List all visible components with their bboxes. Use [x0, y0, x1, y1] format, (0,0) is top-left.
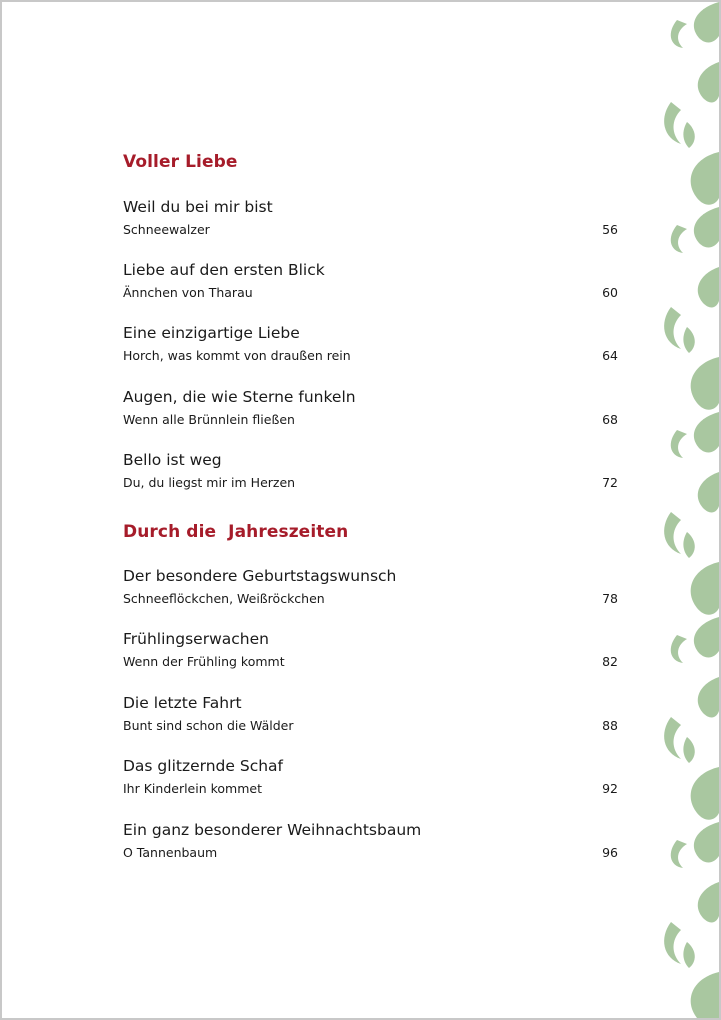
toc-entry — [123, 757, 618, 799]
toc-entry-page-number: 72 — [602, 475, 618, 490]
toc-entry-title: Ein ganz besonderer Weihnachtsbaum — [123, 821, 422, 839]
toc-entry-title: Das glitzernde Schaf — [123, 757, 284, 775]
toc-entry — [123, 388, 618, 430]
toc-entry-subtitle: Wenn alle Brünnlein fließen — [123, 412, 295, 427]
toc-entry-page-number: 88 — [602, 718, 618, 733]
toc-entry-page-number: 64 — [602, 348, 618, 363]
toc-entry-subtitle: O Tannenbaum — [123, 845, 218, 860]
toc-entry-page-number: 82 — [602, 654, 618, 669]
toc-entry — [123, 324, 618, 366]
toc-entry-subtitle: Horch, was kommt von draußen rein — [123, 348, 351, 363]
toc-entry-title: Der besondere Geburtstagswunsch — [123, 567, 397, 585]
toc-entry — [123, 198, 618, 240]
toc-entry-page-number: 96 — [602, 845, 618, 860]
section-heading-voller-liebe: Voller Liebe — [123, 152, 238, 172]
toc-entry-title: Liebe auf den ersten Blick — [123, 261, 325, 279]
toc-entry-subtitle: Schneewalzer — [123, 222, 210, 237]
toc-entry-title: Bello ist weg — [123, 451, 222, 469]
toc-entry — [123, 821, 618, 863]
floral-vine-border-icon — [657, 2, 719, 1018]
toc-entry-subtitle: Schneeflöckchen, Weißröckchen — [123, 591, 325, 606]
toc-entry-subtitle: Du, du liegst mir im Herzen — [123, 475, 296, 490]
toc-entry — [123, 261, 618, 303]
toc-entry-page-number: 92 — [602, 781, 618, 796]
toc-entry-page-number: 56 — [602, 222, 618, 237]
toc-entry-subtitle: Ihr Kinderlein kommet — [123, 781, 262, 796]
toc-entry-title: Die letzte Fahrt — [123, 694, 242, 712]
toc-entry-page-number: 60 — [602, 285, 618, 300]
toc-entry — [123, 567, 618, 609]
toc-entry — [123, 694, 618, 736]
toc-entry — [123, 630, 618, 672]
toc-entry-title: Augen, die wie Sterne funkeln — [123, 388, 356, 406]
toc-entry-title: Frühlingserwachen — [123, 630, 269, 648]
section-heading-durch-die-jahreszeiten: Durch die Jahreszeiten — [123, 522, 349, 542]
toc-entry-subtitle: Ännchen von Tharau — [123, 285, 253, 300]
toc-entry-page-number: 68 — [602, 412, 618, 427]
toc-entry-title: Weil du bei mir bist — [123, 198, 273, 216]
toc-entry-subtitle: Wenn der Frühling kommt — [123, 654, 285, 669]
toc-entry-page-number: 78 — [602, 591, 618, 606]
toc-entry — [123, 451, 618, 493]
toc-entry-title: Eine einzigartige Liebe — [123, 324, 300, 342]
toc-entry-subtitle: Bunt sind schon die Wälder — [123, 718, 294, 733]
